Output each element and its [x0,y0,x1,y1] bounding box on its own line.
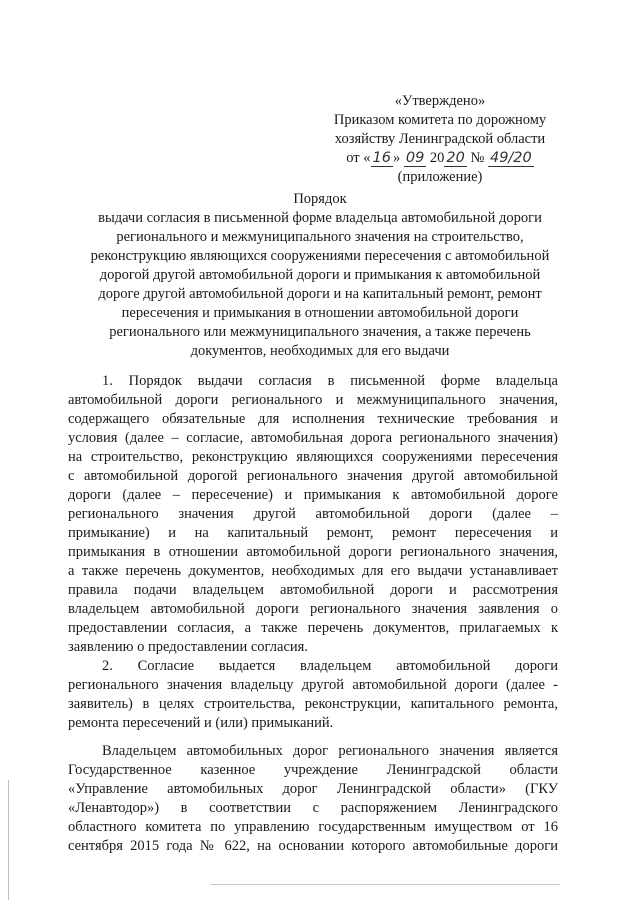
title-line: регионального и межмуниципального значения на строительство, [116,229,524,245]
title-heading: Порядок [293,191,347,207]
approval-stamp-block [300,92,580,187]
paragraph-line: областного комитета по управлению государственным имуществом от 16 [68,819,558,835]
paragraph-line: примыкание) и на капитальный ремонт, ремонт пересечения и [68,525,558,541]
date-close-quote: » [392,150,401,166]
paragraph-line: 1. Порядок выдачи согласия в письменной форме владельца [102,373,558,389]
paragraph-line: а также перечень документов, необходимых для его выдачи устанавливает [68,563,558,579]
paragraph-line: примыкания в отношении автомобильной дороги регионального значения, [68,544,558,560]
paragraph-line: регионального значения владельцу другой автомобильной дороги (далее - [68,677,558,693]
paragraph-line: правила подачи владельцем автомобильной дороги и рассмотрения [68,582,558,598]
paragraph-line: 2. Согласие выдается владельцем автомобильной дороги [102,658,558,674]
title-line: документов, необходимых для его выдачи [190,343,450,359]
approved-label: «Утверждено» [394,93,486,109]
paragraph-line: заявитель) в целях строительства, реконструкции, капитального ремонта, [68,696,558,712]
date-year-prefix: 20 [429,150,445,166]
title-line: дорогой другой автомобильной дороги и примыкания к автомобильной [99,267,541,283]
order-line-2: хозяйству Ленинградской области [334,131,546,147]
document-title [80,190,560,361]
title-line: пересечения и примыкания в отношении автомобильной дороги [121,305,519,321]
scan-edge-mark [8,780,9,900]
paragraph-line: ремонта пересечений и (или) примыканий. [68,715,334,731]
paragraph-line: Государственное казенное учреждение Ленинградской области [68,762,558,778]
order-line-1: Приказом комитета по дорожному [333,112,547,128]
paragraph-line: на строительство, реконструкцию являющихся сооружениями пересечения [68,449,558,465]
paragraph-line: Владельцем автомобильных дорог регионального значения является [102,743,558,759]
order-number: 49/20 [489,150,532,166]
paragraph-line: владельцем автомобильной дороги регионального значения заявления о [68,601,558,617]
paragraph-line: дороги (далее – пересечение) и примыкания к автомобильной дороге [68,487,558,503]
title-line: дороге другой автомобильной дороги и на капитальный ремонт, ремонт [98,286,542,302]
paragraph-1 [68,372,558,657]
paragraph-line: содержащего обязательные для исполнения технические требования и [68,411,558,427]
paragraph-line: предоставлении согласия, а также перечень документов, прилагаемых к [68,620,558,636]
document-body [68,372,558,856]
scan-edge-mark [210,884,560,885]
date-prefix: от « [346,150,371,166]
paragraph-2 [68,657,558,733]
paragraph-line: «Ленавтодор») в соответствии с распоряжением Ленинградского [68,800,558,816]
paragraph-gap [68,733,558,742]
paragraph-line: заявлению о предоставлении согласия. [68,639,308,655]
attachment-label: (приложение) [397,169,483,185]
title-line: выдачи согласия в письменной форме владельца автомобильной дороги [98,210,542,226]
title-line: реконструкцию являющихся сооружениями пересечения с автомобильной [90,248,550,264]
paragraph-line: регионального значения другой автомобильной дороги (далее – [68,506,558,522]
paragraph-line: сентября 2015 года № 622, на основании которого автомобильные дороги [68,838,558,854]
date-month: 09 [405,150,425,166]
date-day: 16 [372,150,391,166]
paragraph-3 [68,742,558,856]
paragraph-line: «Управление автомобильных дорог Ленинградской области» (ГКУ [68,781,558,797]
paragraph-line: с автомобильной дорогой регионального значения другой автомобильной [68,468,558,484]
date-year-suffix: 20 [446,150,465,166]
order-number-label: № [470,150,485,166]
order-date-line [300,149,580,168]
title-line: регионального или межмуниципального значения, а также перечень [109,324,531,340]
paragraph-line: автомобильной дороги регионального и межмуниципального значения, [68,392,558,408]
paragraph-line: условия (далее – согласие, автомобильная дорога регионального значения) [68,430,558,446]
